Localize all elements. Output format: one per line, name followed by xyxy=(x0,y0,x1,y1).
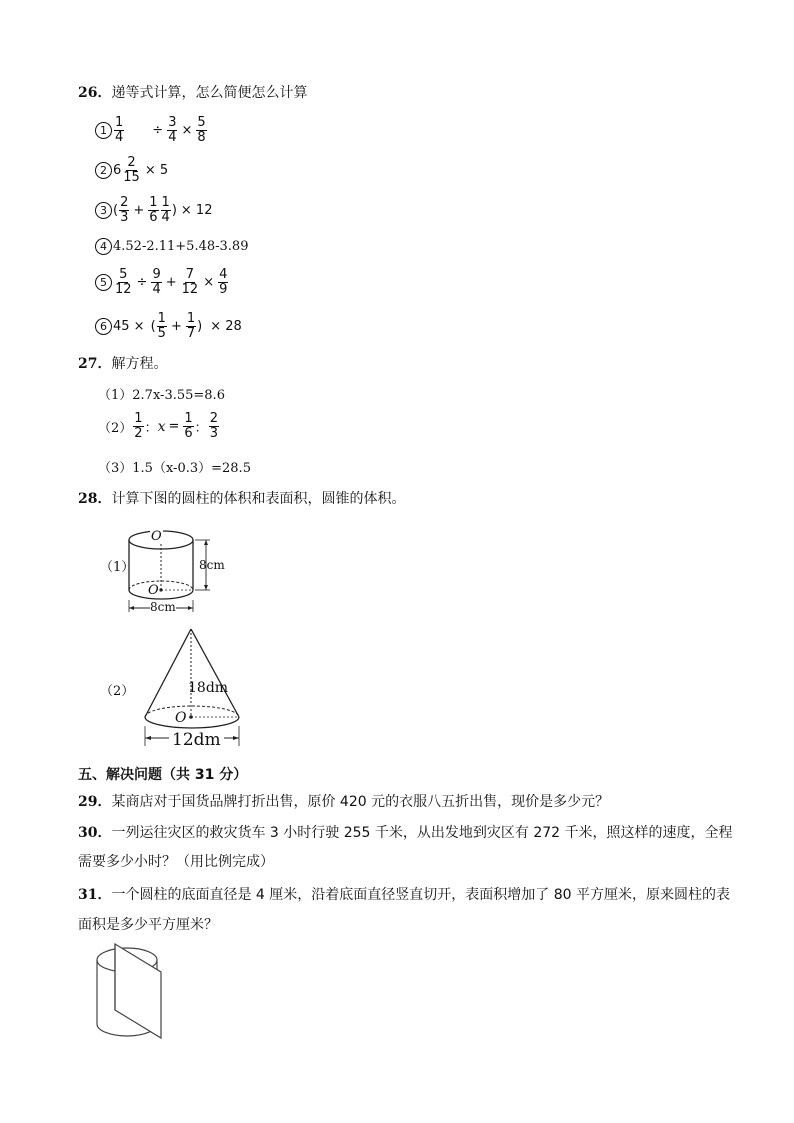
cylinder-bottom-center-label: O xyxy=(148,583,159,598)
fig2-marker: （2） xyxy=(100,684,135,699)
fraction: $\frac{9}{4}$ xyxy=(152,267,161,297)
equation-text: 1.5（x-0.3）=28.5 xyxy=(132,461,251,476)
q26-item-1 xyxy=(95,116,208,145)
fraction: $\frac{2}{3}$ xyxy=(209,411,218,441)
question-number: 30 xyxy=(78,825,98,841)
question-text-line1: 一列运往灾区的救灾货车 3 小时行驶 255 千米，从出发地到灾区有 272 千米，照这样的速度，全程 xyxy=(111,825,733,841)
q28-heading: 28．计算下图的圆柱的体积和表面积，圆锥的体积。 xyxy=(78,491,406,507)
operator: × xyxy=(203,275,215,290)
question-number: 27 xyxy=(78,356,98,372)
fraction: $\frac{5}{12}$ xyxy=(115,267,132,297)
fraction: $\frac{2}{3}$ xyxy=(120,195,129,225)
ratio-colon: ： xyxy=(144,421,158,436)
q31: 31．一个圆柱的底面直径是 4 厘米，沿着底面直径竖直切开，表面积增加了 80 平方厘米，原来圆柱的表 xyxy=(78,887,731,903)
question-number: 28 xyxy=(78,491,98,507)
fraction: $\frac{4}{9}$ xyxy=(219,267,228,297)
fraction: $\frac{3}{4}$ xyxy=(168,115,177,145)
operator: + xyxy=(133,203,145,218)
question-number: 26 xyxy=(78,85,98,101)
q26-item-2 xyxy=(95,156,168,185)
q30: 30．一列运往灾区的救灾货车 3 小时行驶 255 千米，从出发地到灾区有 272 千米，照这样的速度，全程 xyxy=(78,825,733,841)
q27-item-2 xyxy=(98,412,220,441)
question-text-line2: 需要多少小时？（用比例完成） xyxy=(78,854,274,870)
operator: + xyxy=(165,275,177,290)
item-marker: （1） xyxy=(98,388,133,403)
fraction: $\frac{5}{8}$ xyxy=(197,115,206,145)
cone-base-label: 12dm xyxy=(169,730,224,750)
whole-number: 6 xyxy=(113,163,122,178)
fig1-marker: （1） xyxy=(100,560,135,575)
item-marker: （2） xyxy=(98,421,133,436)
ratio-colon: ： xyxy=(194,421,208,436)
fraction: $\frac{1}{4}$ xyxy=(161,195,170,225)
q26-item-3 xyxy=(95,196,212,225)
equation-text: 2.7x-3.55=8.6 xyxy=(132,388,225,403)
question-text-line2: 面积是多少平方厘米？ xyxy=(78,917,218,933)
variable: x xyxy=(157,418,166,435)
cylinder-top-center-label: O xyxy=(151,529,162,544)
expression-lead: 45 × xyxy=(113,319,145,334)
fraction: $\frac{1}{6}$ xyxy=(149,195,158,225)
paren-close: ) xyxy=(171,203,177,218)
item-marker: 6 xyxy=(95,318,112,335)
question-number: 29 xyxy=(78,794,98,810)
item-marker: 3 xyxy=(95,202,112,219)
paren-open: ( xyxy=(113,203,119,218)
fraction: $\frac{1}{7}$ xyxy=(186,311,196,341)
fraction: $\frac{2}{15}$ xyxy=(123,155,140,185)
q27-heading: 27．解方程。 xyxy=(78,356,168,372)
q29: 29．某商店对于国货品牌打折出售，原价 420 元的衣服八五折出售，现价是多少元？ xyxy=(78,794,610,810)
fraction: $\frac{7}{12}$ xyxy=(181,267,199,297)
question-text-line1: 一个圆柱的底面直径是 4 厘米，沿着底面直径竖直切开，表面积增加了 80 平方厘米，原来圆柱的表 xyxy=(111,887,731,903)
q27-item-3 xyxy=(98,457,251,476)
fraction: $\frac{1}{2}$ xyxy=(134,411,143,441)
item-marker: 1 xyxy=(95,122,112,139)
question-prompt: 计算下图的圆柱的体积和表面积，圆锥的体积。 xyxy=(111,491,406,507)
paren-open: ( xyxy=(150,319,156,334)
question-text: 某商店对于国货品牌打折出售，原价 420 元的衣服八五折出售，现价是多少元？ xyxy=(111,794,610,810)
cone-height-label: 18dm xyxy=(188,680,229,696)
cylinder-height-label: 8cm xyxy=(199,558,225,572)
cylinder-figure xyxy=(128,526,238,618)
operator: ÷ xyxy=(136,275,148,290)
section-title: 五、解决问题（共 31 分） xyxy=(78,767,248,783)
fraction: $\frac{1}{5}$ xyxy=(157,311,166,341)
q27-item-1 xyxy=(98,384,225,403)
question-prompt: 解方程。 xyxy=(111,356,168,372)
operator: + xyxy=(170,319,182,334)
fraction: $\frac{1}{6}$ xyxy=(184,411,193,441)
expression-tail: × 28 xyxy=(210,319,242,334)
question-prompt: 递等式计算，怎么简便怎么计算 xyxy=(111,85,308,101)
cone-center-label: O xyxy=(175,710,187,726)
equals-sign: = xyxy=(168,419,180,434)
item-marker: （3） xyxy=(98,461,133,476)
q26-heading xyxy=(78,82,307,102)
operator: × xyxy=(181,123,193,138)
q26-item-5 xyxy=(95,268,229,297)
item-marker: 4 xyxy=(95,238,112,255)
number-dot: ． xyxy=(97,85,112,101)
operator: ÷ xyxy=(152,123,164,138)
item-marker: 5 xyxy=(95,274,112,291)
fraction: $\frac{1}{4}$ xyxy=(115,115,124,145)
cylinder-base-label: 8cm xyxy=(150,600,176,614)
question-number: 31 xyxy=(78,887,98,903)
q26-item-4 xyxy=(95,238,248,255)
item-marker: 2 xyxy=(95,162,112,179)
cut-cylinder-figure xyxy=(93,940,175,1044)
paren-close: ) xyxy=(197,319,203,334)
expression-tail: × 5 xyxy=(144,163,169,178)
q26-item-6 xyxy=(95,312,242,341)
expression-text: 4.52-2.11+5.48-3.89 xyxy=(113,239,249,254)
expression-tail: × 12 xyxy=(180,203,213,218)
